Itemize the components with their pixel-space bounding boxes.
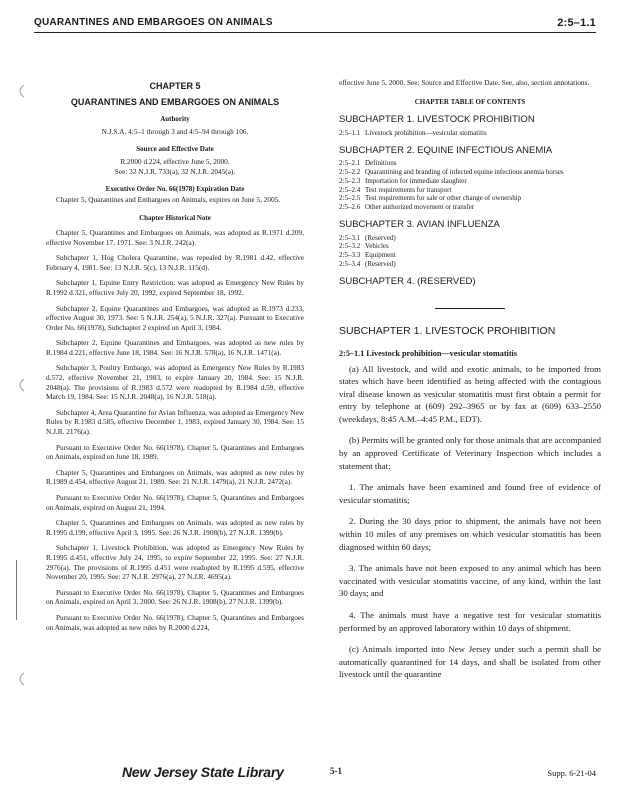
history-paragraph: Subchapter 1, Livestock Prohibition, was adopted as Emergency New Rules by R.1995 d.451, effective July 24, 1995, to expire September 22, 1995. See: 27 N.J.R. 2976(a). The provisions of R.1995 d.451 were readopted by R.1995 d.595, effective November 20, 1995. See: 27 N.J.R. 2976(a), 27 N.J.R. 4695(a). — [46, 543, 304, 582]
toc-item-number: 2:5–3.1 — [339, 233, 361, 242]
header-title: QUARANTINES AND EMBARGOES ON ANIMALS — [34, 17, 273, 28]
section-heading: 2:5–1.1 Livestock prohibition—vesicular stomatitis — [339, 348, 518, 358]
toc-subchapter — [339, 220, 601, 269]
authority-text: N.J.S.A. 4:5–1 through 3 and 4:5–94 through 106. — [101, 126, 249, 136]
body-paragraph: 1. The animals have been examined and found free of evidence of vesicular stomatitis; — [339, 482, 601, 505]
chapter-title: QUARANTINES AND EMBARGOES ON ANIMALS — [70, 96, 280, 107]
history-paragraph: Pursuant to Executive Order No. 66(1978), Chapter 5, Quarantines and Embargoes on Animals, expired on June 18, 1989. — [46, 442, 304, 462]
history-paragraph: Subchapter 4, Area Quarantine for Avian Influenza, was adopted as Emergency New Rules by R.1983 d.585, effective December 1, 1983, expired January 30, 1984. See: 15 N.J.R. 2176(a). — [46, 407, 304, 437]
history-paragraph: Pursuant to Executive Order No. 66(1978), Chapter 5, Quarantines and Embargoes on Animals, was adopted as new rules by R.2000 d.224, — [46, 612, 304, 632]
history-paragraph: Subchapter 1, Equine Entry Restriction, was adopted as Emergency New Rules by R.1992 d.321, effective July 20, 1992, expired September 18, 1992. — [46, 278, 304, 297]
toc-item[interactable] — [339, 194, 601, 203]
body-paragraph: 2. During the 30 days prior to shipment, the animals have not been within 10 miles of any premises on which vesicular stomatitis has been diagnosed within 60 days; — [339, 516, 601, 552]
eo-heading: Executive Order No. 66(1978) Expiration Date — [105, 185, 245, 194]
toc-subchapter — [339, 146, 601, 212]
history-paragraph: Chapter 5, Quarantines and Embargoes on Animals, was adopted as new rules by R.1995 d.199, effective April 3, 1995. See: 26 N.J.R. 1908(b), 27 N.J.R. 1399(b). — [46, 518, 304, 537]
toc-item-text: Importation for immediate slaughter — [365, 176, 467, 185]
toc-item[interactable] — [339, 159, 601, 168]
toc-item[interactable] — [339, 186, 601, 195]
toc-item[interactable] — [339, 129, 601, 138]
body-paragraph: (a) All livestock, and wild and exotic animals, to be imported from states which have been identified as being affected with the contagious viral disease known as vesicular stomatitis must first obtain a permit for entry by telephone at (609) 292–3965 or by fax at (609) 633–2550 (weekdays, 8:45 A.M.–4:45 P.M., EDT). — [339, 363, 601, 424]
left-column — [46, 78, 304, 638]
history-paragraph: Chapter 5, Quarantines and Embargoes on Animals, was adopted as new rules by R.1989 d.454, effective August 21, 1989. See: 21 N.J.R. 1479(a), 21 N.J.R. 2472(a). — [46, 467, 304, 487]
toc-item[interactable] — [339, 234, 601, 243]
toc-item-number: 2:5–3.2 — [339, 242, 361, 251]
history-paragraph: Subchapter 1, Hog Cholera Quarantine, was repealed by R.1981 d.42, effective February 4, 1981. See: 13 N.J.R. 5(c), 13 N.J.R. 115(d). — [46, 253, 304, 272]
body-paragraph: 3. The animals have not been exposed to any animal which has been vaccinated with vesicular stomatitis vaccine, of any kind, within the last 30 days; and — [339, 563, 601, 599]
toc-item-number: 2:5–3.3 — [339, 251, 361, 260]
toc-item-number: 2:5–2.5 — [339, 194, 361, 203]
body-subchapter-title: SUBCHAPTER 1. LIVESTOCK PROHIBITION — [339, 325, 556, 338]
history-heading: Chapter Historical Note — [139, 214, 211, 223]
toc-item-number: 2:5–2.1 — [339, 159, 361, 168]
body-paragraph: 4. The animals must have a negative test for vesicular stomatitis performed by an approved laboratory within 10 days of shipment. — [339, 610, 601, 633]
toc-subchapter-title: SUBCHAPTER 1. LIVESTOCK PROHIBITION — [339, 114, 535, 126]
history-paragraph: Pursuant to Executive Order No. 66(1978), Chapter 5, Quarantines and Embargoes on Animals, expired on August 21, 1994. — [46, 493, 304, 512]
toc-subchapter-title: SUBCHAPTER 4. (RESERVED) — [339, 275, 476, 287]
toc-item-text: (Reserved) — [365, 259, 396, 268]
continuation-text: effective June 5, 2000. See: Source and Effective Date. See, also, section annotations. — [339, 78, 590, 87]
toc-item[interactable] — [339, 242, 601, 251]
toc-item-number: 2:5–2.4 — [339, 185, 361, 194]
toc-item-text: Other authorized movement or transfer — [365, 203, 475, 212]
history-paragraph: Pursuant to Executive Order No. 66(1978), Chapter 5, Quarantines and Embargoes on Animals, expired on April 3, 2000. See: 26 N.J.R. 1908(b), 27 N.J.R. 1399(b). — [46, 587, 304, 607]
toc-item[interactable] — [339, 251, 601, 260]
toc-item-text: Test requirements for sale or other change of ownership — [365, 194, 522, 203]
toc-item-text: Definitions — [365, 159, 397, 168]
page-number: 5-1 — [330, 766, 342, 776]
authority-heading: Authority — [160, 115, 190, 124]
body-paragraph: (c) Animals imported into New Jersey under such a permit shall be automatically quarantined for 14 days, and shall be isolated from other livestock until the quarantine — [339, 644, 601, 680]
toc-item-number: 2:5–2.3 — [339, 176, 361, 185]
toc-item[interactable] — [339, 168, 601, 177]
source-heading: Source and Effective Date — [136, 145, 214, 154]
punch-hole-mark — [14, 378, 26, 392]
supplement-date: Supp. 6-21-04 — [547, 768, 596, 778]
toc-item-text: Vehicles — [365, 242, 389, 251]
header-section-number: 2:5–1.1 — [557, 17, 596, 29]
body-paragraph: (b) Permits will be granted only for those animals that are accompanied by an approved Certificate of Veterinary Inspection which includes a statement that: — [339, 435, 601, 471]
punch-hole-mark — [14, 672, 26, 686]
toc-item-number: 2:5–2.2 — [339, 167, 361, 176]
toc-subchapter-title: SUBCHAPTER 2. EQUINE INFECTIOUS ANEMIA — [339, 144, 553, 156]
toc-item[interactable] — [339, 203, 601, 212]
toc-subchapter-title: SUBCHAPTER 3. AVIAN INFLUENZA — [339, 218, 500, 230]
library-stamp: New Jersey State Library — [122, 764, 284, 780]
margin-line — [16, 560, 17, 620]
right-column — [339, 78, 601, 690]
history-paragraph: Subchapter 3, Poultry Embargo, was adopted as Emergency New Rules by R.1983 d.572, effective November 21, 1983, to expire January 20, 1984. See: 15 N.J.R. 2048(a). The provisions of R.1983 d.572 were readopted by R.1984 d.59, effective March 19, 1984. See: 15 N.J.R. 2048(a), 16 N.J.R. 518(a). — [46, 363, 304, 402]
toc-item-text: Livestock prohibition—vesicular stomatitis — [365, 128, 487, 137]
running-header — [34, 12, 596, 33]
toc-item-number: 2:5–1.1 — [339, 128, 361, 137]
toc-item-text: Equipment — [365, 251, 396, 260]
toc-item-text: Quarantining and branding of infected equine infectious anemia horses — [365, 167, 564, 176]
section-divider — [435, 308, 505, 309]
eo-text: Chapter 5, Quarantines and Embargoes on Animals, expires on June 5, 2005. — [56, 194, 281, 204]
source-text: R.2000 d.224, effective June 5, 2000. See: 32 N.J.R. 733(a), 32 N.J.R. 2045(a). — [114, 156, 236, 176]
history-paragraph: Subchapter 2, Equine Quarantines and Embargoes, was adopted as R.1973 d.233, effective August 30, 1973. See: 5 N.J.R. 254(a), 5 N.J.R. 327(a). Pursuant to Executive Order No. 66(1978), Subchapter 2 expired on April 3, 1984. — [46, 303, 304, 332]
toc-heading: CHAPTER TABLE OF CONTENTS — [414, 97, 526, 106]
toc-subchapter — [339, 115, 601, 137]
history-paragraph: Subchapter 2, Equine Quarantines and Embargoes, was adopted as new rules by R.1984 d.221, effective June 18, 1984. See: 16 N.J.R. 578(a), 16 N.J.R. 1471(a). — [46, 338, 304, 357]
toc-item-number: 2:5–3.4 — [339, 259, 361, 268]
toc-item[interactable] — [339, 177, 601, 186]
toc-subchapter — [339, 277, 601, 287]
toc-item-text: (Reserved) — [365, 233, 396, 242]
chapter-number: CHAPTER 5 — [149, 81, 201, 91]
toc-item-text: Test requirements for transport — [365, 185, 452, 194]
punch-hole-mark — [14, 84, 26, 98]
history-paragraph: Chapter 5, Quarantines and Embargoes on Animals, was adopted as R.1971 d.209, effective November 17, 1971. See: 3 N.J.R. 242(a). — [46, 227, 304, 247]
toc-item[interactable] — [339, 260, 601, 269]
toc-item-number: 2:5–2.6 — [339, 203, 361, 212]
